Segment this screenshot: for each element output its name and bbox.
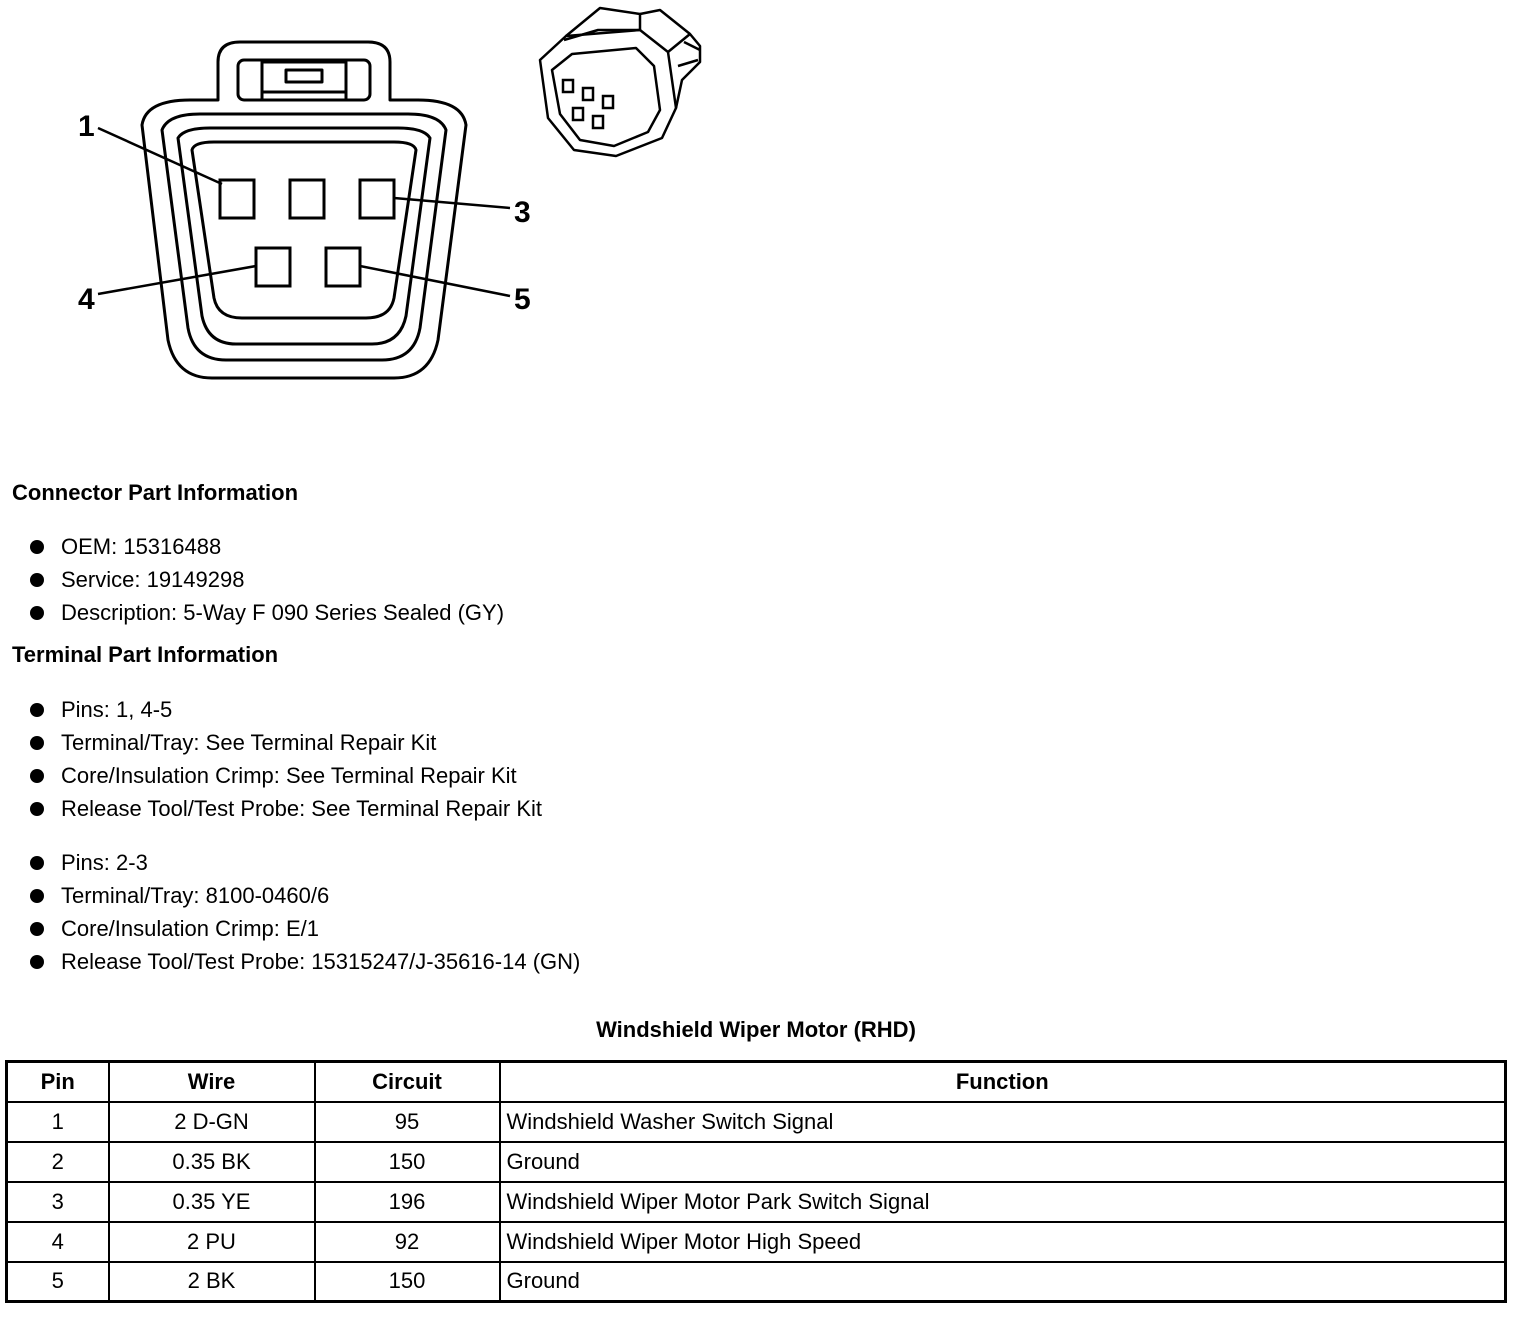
column-header-function: Function	[500, 1062, 1506, 1102]
column-header-circuit: Circuit	[315, 1062, 500, 1102]
terminal-part-info-heading: Terminal Part Information	[12, 642, 279, 667]
cell-circuit: 95	[315, 1102, 500, 1142]
table-row	[7, 1102, 1506, 1142]
table-row	[7, 1142, 1506, 1182]
cell-function: Ground	[500, 1142, 1506, 1182]
column-header-pin: Pin	[7, 1062, 109, 1102]
cavity-2	[290, 180, 324, 218]
cell-function: Windshield Wiper Motor Park Switch Signal	[500, 1182, 1506, 1222]
cell-wire: 0.35 YE	[109, 1182, 315, 1222]
connector-part-info-list	[30, 530, 504, 629]
bullet-icon	[30, 856, 44, 870]
cell-pin: 3	[7, 1182, 109, 1222]
list-item: Service: 19149298	[30, 563, 504, 596]
cell-pin: 4	[7, 1222, 109, 1262]
cell-circuit: 196	[315, 1182, 500, 1222]
bullet-icon	[30, 769, 44, 783]
bullet-icon	[30, 703, 44, 717]
table-row	[7, 1222, 1506, 1262]
pin-label-1: 1	[78, 110, 95, 143]
cell-function: Ground	[500, 1262, 1506, 1302]
connector-face-diagram	[0, 0, 760, 400]
cavity-5	[326, 248, 360, 286]
table-row	[7, 1182, 1506, 1222]
list-item: Core/Insulation Crimp: E/1	[30, 912, 580, 945]
list-item: Terminal/Tray: See Terminal Repair Kit	[30, 726, 542, 759]
bullet-icon	[30, 889, 44, 903]
pin-table-title: Windshield Wiper Motor (RHD)	[596, 1017, 916, 1042]
cell-function: Windshield Washer Switch Signal	[500, 1102, 1506, 1142]
bullet-icon	[30, 955, 44, 969]
cell-wire: 0.35 BK	[109, 1142, 315, 1182]
list-item: Release Tool/Test Probe: See Terminal Repair Kit	[30, 792, 542, 825]
pin-label-4: 4	[78, 283, 95, 316]
cell-circuit: 150	[315, 1142, 500, 1182]
list-item: OEM: 15316488	[30, 530, 504, 563]
pin-label-5: 5	[514, 283, 531, 316]
cell-pin: 5	[7, 1262, 109, 1302]
list-item: Pins: 2-3	[30, 846, 580, 879]
column-header-wire: Wire	[109, 1062, 315, 1102]
cavity-4	[256, 248, 290, 286]
cell-pin: 2	[7, 1142, 109, 1182]
table-header-row	[7, 1062, 1506, 1102]
bullet-icon	[30, 922, 44, 936]
list-item: Pins: 1, 4-5	[30, 693, 542, 726]
cell-circuit: 150	[315, 1262, 500, 1302]
list-item: Terminal/Tray: 8100-0460/6	[30, 879, 580, 912]
bullet-icon	[30, 736, 44, 750]
terminal-part-info-list-1	[30, 693, 542, 825]
cavity-3	[360, 180, 394, 218]
cell-wire: 2 PU	[109, 1222, 315, 1262]
list-item: Core/Insulation Crimp: See Terminal Repair Kit	[30, 759, 542, 792]
cell-circuit: 92	[315, 1222, 500, 1262]
list-item: Description: 5-Way F 090 Series Sealed (GY)	[30, 596, 504, 629]
list-item: Release Tool/Test Probe: 15315247/J-35616-14 (GN)	[30, 945, 580, 978]
table-row	[7, 1262, 1506, 1302]
bullet-icon	[30, 606, 44, 620]
cavity-1	[220, 180, 254, 218]
cell-pin: 1	[7, 1102, 109, 1142]
cell-wire: 2 BK	[109, 1262, 315, 1302]
cell-function: Windshield Wiper Motor High Speed	[500, 1222, 1506, 1262]
bullet-icon	[30, 802, 44, 816]
bullet-icon	[30, 573, 44, 587]
pin-label-3: 3	[514, 196, 531, 229]
terminal-part-info-list-2	[30, 846, 580, 978]
connector-part-info-heading: Connector Part Information	[12, 480, 299, 505]
pin-table	[5, 1060, 1507, 1303]
bullet-icon	[30, 540, 44, 554]
cell-wire: 2 D-GN	[109, 1102, 315, 1142]
